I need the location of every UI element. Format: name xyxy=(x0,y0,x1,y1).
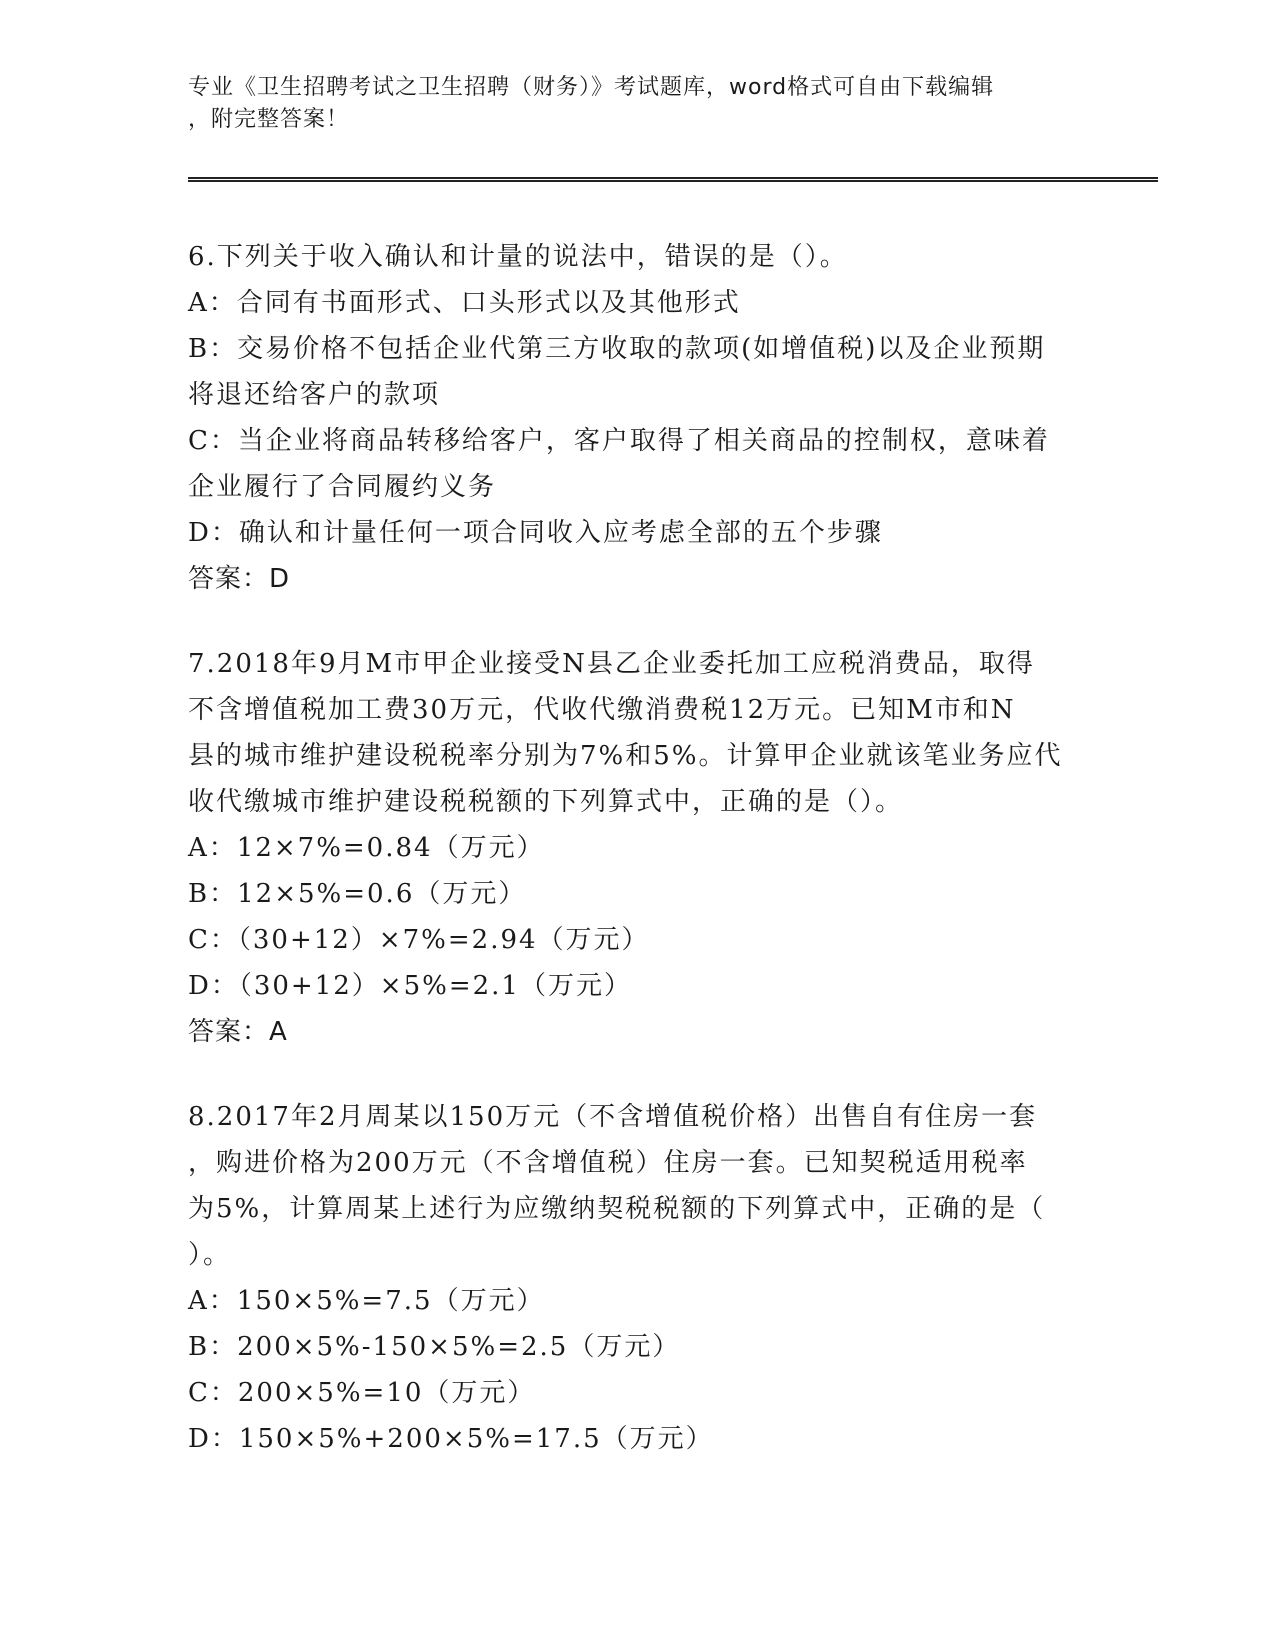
header-double-rule xyxy=(188,177,1158,182)
answer-option-line: B：12×5%=0.6（万元） xyxy=(188,879,527,909)
answer-option xyxy=(188,825,1088,871)
answer-option-line: C：当企业将商品转移给客户，客户取得了相关商品的控制权，意味着 xyxy=(188,426,1050,456)
answer-option-line: 企业履行了合同履约义务 xyxy=(188,472,497,502)
question-stem-line: 8.2017年2月周某以150万元（不含增值税价格）出售自有住房一套 xyxy=(188,1102,1038,1132)
answer-option xyxy=(188,917,1088,963)
answer-option xyxy=(188,418,1088,510)
question-stem-line: 不含增值税加工费30万元，代收代缴消费税12万元。已知M市和N xyxy=(188,695,1016,725)
answer-option-line: 将退还给客户的款项 xyxy=(188,380,441,410)
answer-option xyxy=(188,280,1088,326)
header-line-1: 专业《卫生招聘考试之卫生招聘（财务）》考试题库，word格式可自由下载编辑 xyxy=(188,75,995,100)
answer-option-line: D：确认和计量任何一项合同收入应考虑全部的五个步骤 xyxy=(188,518,883,548)
answer-option-line: A：12×7%=0.84（万元） xyxy=(188,833,545,863)
answer-option xyxy=(188,963,1088,1009)
answer-option xyxy=(188,871,1088,917)
answer-option xyxy=(188,1278,1088,1324)
answer-option-line: B：交易价格不包括企业代第三方收取的款项(如增值税)以及企业预期 xyxy=(188,334,1046,364)
answer-option xyxy=(188,1370,1088,1416)
question-stem-line: 为5%，计算周某上述行为应缴纳契税税额的下列算式中，正确的是（ xyxy=(188,1194,1046,1224)
answer-key: 答案：A xyxy=(188,1017,288,1047)
answer-option xyxy=(188,1324,1088,1370)
document-header xyxy=(188,72,1078,136)
header-line-2: ，附完整答案！ xyxy=(188,107,350,132)
answer-option-line: B：200×5%-150×5%=2.5（万元） xyxy=(188,1332,681,1362)
answer-option-line: C：200×5%=10（万元） xyxy=(188,1378,536,1408)
question-block xyxy=(188,234,1088,602)
answer-option-line: C：（30+12）×7%=2.94（万元） xyxy=(188,925,650,955)
answer-option-line: D：150×5%+200×5%=17.5（万元） xyxy=(188,1424,714,1454)
question-block xyxy=(188,641,1088,1055)
answer-option-line: A：150×5%=7.5（万元） xyxy=(188,1286,545,1316)
question-stem-line: ）。 xyxy=(188,1240,232,1270)
answer-option xyxy=(188,1416,1088,1462)
question-stem-line: 收代缴城市维护建设税税额的下列算式中，正确的是（）。 xyxy=(188,787,904,817)
question-stem-line: 7.2018年9月M市甲企业接受N县乙企业委托加工应税消费品，取得 xyxy=(188,649,1035,679)
answer-key: 答案：D xyxy=(188,564,291,594)
question-stem-line: 县的城市维护建设税税率分别为7%和5%。计算甲企业就该笔业务应代 xyxy=(188,741,1063,771)
answer-option xyxy=(188,326,1088,418)
question-list xyxy=(188,234,1088,1501)
question-stem-line: 6.下列关于收入确认和计量的说法中，错误的是（）。 xyxy=(188,242,848,272)
answer-option-line: D：（30+12）×5%=2.1（万元） xyxy=(188,971,632,1001)
answer-option-line: A：合同有书面形式、口头形式以及其他形式 xyxy=(188,288,741,318)
question-block xyxy=(188,1094,1088,1462)
question-stem-line: ，购进价格为200万元（不含增值税）住房一套。已知契税适用税率 xyxy=(188,1148,1028,1178)
answer-option xyxy=(188,510,1088,556)
